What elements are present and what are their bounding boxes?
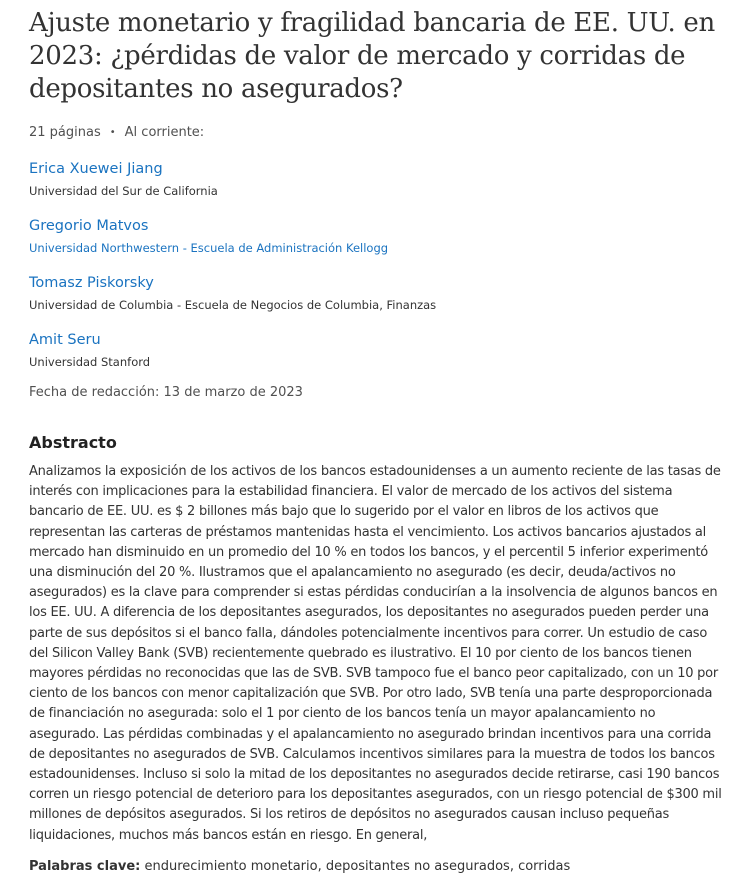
author-entry — [29, 215, 725, 256]
keywords — [29, 857, 725, 875]
author-affiliation: Universidad Stanford — [29, 355, 151, 369]
author-name-link[interactable]: Amit Seru — [29, 332, 101, 348]
paper-meta — [29, 123, 725, 141]
meta-separator: • — [109, 126, 116, 138]
author-list — [29, 158, 725, 370]
author-entry — [29, 329, 725, 370]
paper-title: Ajuste monetario y fragilidad bancaria de EE. UU. en 2023: ¿pérdidas de valor de mercado y corridas de depositantes no asegurados? — [29, 8, 715, 104]
abstract-heading: Abstracto — [29, 433, 117, 452]
author-entry — [29, 272, 725, 313]
date-written: Fecha de redacción: 13 de marzo de 2023 — [29, 385, 303, 400]
author-entry — [29, 158, 725, 199]
keywords-label: Palabras clave: — [29, 858, 141, 874]
author-affiliation: Universidad del Sur de California — [29, 184, 218, 198]
abstract-text: Analizamos la exposición de los activos de los bancos estadounidenses a un aumento reciente de las tasas de interés con implicaciones para la estabilidad financiera. El valor de mercado de los activos del sistema bancario de EE. UU. es $ 2 billones más bajo que lo sugerido por el valor en libros de los activos que representan las carteras de préstamos mantenidas hasta el vencimiento. Los activos bancarios ajustados al mercado han disminuido en un promedio del 10 % en todos los bancos, y el percentil 5 inferior experimentó una disminución del 20 %. Ilustramos que el apalancamiento no asegurado (es decir, deuda/activos no asegurados) es la clave para comprender si estas pérdidas conducirían a la insolvencia de algunos bancos en los EE. UU. A diferencia de los depositantes asegurados, los depositantes no asegurados pueden perder una parte de sus depósitos si el banco falla, dándoles potencialmente incentivos para correr. Un estudio de caso del Silicon Valley Bank (SVB) recientemente quebrado es ilustrativo. El 10 por ciento de los bancos tienen mayores pérdidas no reconocidas que las de SVB. SVB tampoco fue el banco peor capitalizado, con un 10 por ciento de los bancos con menor capitalización que SVB. Por otro lado, SVB tenía una parte desproporcionada de financiación no asegurada: solo el 1 por ciento de los bancos tenía un mayor apalancamiento no asegurado. Las pérdidas combinadas y el apalancamiento no asegurado brindan incentivos para una corrida de depositantes no asegurados de SVB. Calculamos incentivos similares para la muestra de todos los bancos estadounidenses. Incluso si solo la mitad de los depositantes no asegurados decide retirarse, casi 190 bancos corren un riesgo potencial de deterioro para los depositantes asegurados, con un riesgo potencial de $300 mil millones de depósitos asegurados. Si los retiros de depósitos no asegurados causan incluso pequeñas liquidaciones, muchos más bancos están en riesgo. En general, — [29, 464, 722, 843]
author-name-link[interactable]: Gregorio Matvos — [29, 218, 149, 234]
author-name-link[interactable]: Tomasz Piskorsky — [29, 275, 154, 291]
page-count: 21 páginas — [29, 124, 101, 140]
paper-status: Al corriente: — [124, 124, 205, 140]
author-affiliation: Universidad de Columbia - Escuela de Negocios de Columbia, Finanzas — [29, 298, 437, 312]
keywords-value: endurecimiento monetario, depositantes no asegurados, corridas — [144, 858, 571, 874]
author-affiliation-link[interactable]: Universidad Northwestern - Escuela de Administración Kellogg — [29, 241, 389, 255]
author-name-link[interactable]: Erica Xuewei Jiang — [29, 161, 163, 177]
paper-page — [29, 0, 725, 875]
